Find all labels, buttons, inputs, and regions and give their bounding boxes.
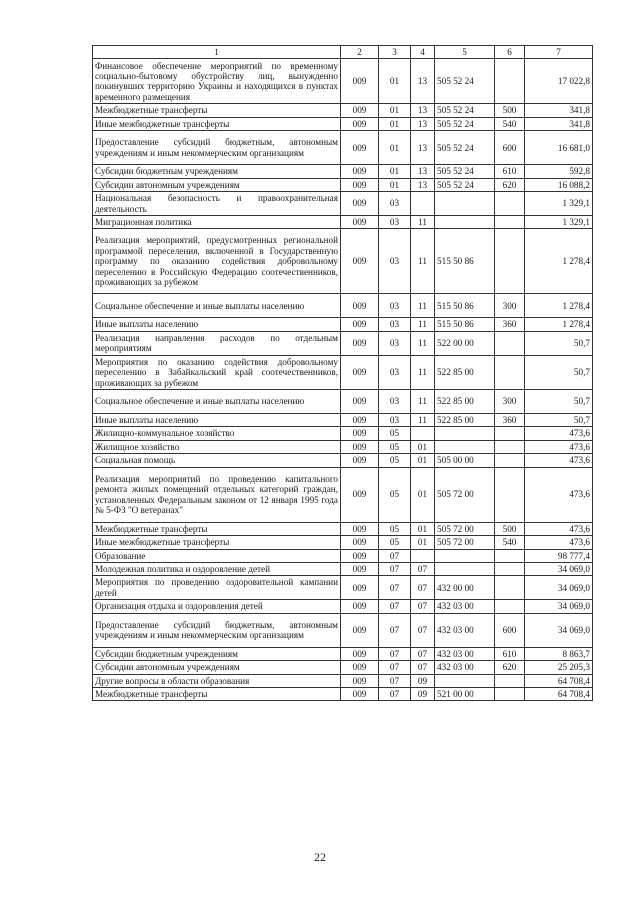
- column-header-2: 2: [341, 46, 379, 59]
- row-section-code-cell: 07: [379, 674, 411, 687]
- row-target-item-cell: [435, 440, 495, 453]
- row-target-item-cell: 505 52 24: [435, 131, 495, 165]
- row-amount-cell: 1 278,4: [525, 318, 593, 331]
- row-ministry-code-cell: 009: [341, 229, 379, 294]
- row-target-item-cell: [435, 216, 495, 229]
- row-subsection-code-cell: 11: [411, 294, 435, 318]
- row-expense-type-cell: 540: [495, 117, 525, 130]
- row-section-code-cell: 07: [379, 562, 411, 575]
- row-expense-type-cell: 610: [495, 647, 525, 660]
- row-name-cell: Миграционная политика: [93, 216, 341, 229]
- table-row: [93, 467, 593, 522]
- row-amount-cell: 34 069,0: [525, 613, 593, 647]
- table-row: [93, 576, 593, 600]
- row-expense-type-cell: 500: [495, 522, 525, 535]
- table-row: [93, 414, 593, 427]
- row-section-code-cell: 01: [379, 117, 411, 130]
- row-name-cell: Субсидии бюджетным учреждениям: [93, 165, 341, 178]
- row-ministry-code-cell: 009: [341, 647, 379, 660]
- table-row: [93, 661, 593, 674]
- column-header-3: 3: [379, 46, 411, 59]
- row-section-code-cell: 05: [379, 522, 411, 535]
- row-subsection-code-cell: 13: [411, 117, 435, 130]
- row-ministry-code-cell: 009: [341, 613, 379, 647]
- row-section-code-cell: 01: [379, 104, 411, 117]
- row-name-cell: Национальная безопасность и правоохранительная деятельность: [93, 192, 341, 216]
- row-section-code-cell: 03: [379, 318, 411, 331]
- row-target-item-cell: 432 03 00: [435, 647, 495, 660]
- row-name-cell: Межбюджетные трансферты: [93, 687, 341, 700]
- row-name-cell: Социальное обеспечение и иные выплаты населению: [93, 390, 341, 414]
- row-name-cell: Реализация мероприятий, предусмотренных региональной программой переселения, включенной в Государственную программу по оказанию содействия добровольному переселению в Российскую Федерацию соотечественников, проживающих за рубежом: [93, 229, 341, 294]
- row-amount-cell: 1 329,1: [525, 192, 593, 216]
- row-ministry-code-cell: 009: [341, 355, 379, 389]
- row-target-item-cell: 505 72 00: [435, 536, 495, 549]
- row-amount-cell: 50,7: [525, 390, 593, 414]
- table-header-row: [93, 46, 593, 59]
- row-expense-type-cell: [495, 427, 525, 440]
- row-name-cell: Субсидии автономным учреждениям: [93, 661, 341, 674]
- row-ministry-code-cell: 009: [341, 178, 379, 191]
- row-expense-type-cell: 620: [495, 661, 525, 674]
- row-ministry-code-cell: 009: [341, 522, 379, 535]
- table-row: [93, 549, 593, 562]
- row-section-code-cell: 05: [379, 454, 411, 467]
- table-row: [93, 454, 593, 467]
- row-name-cell: Жилищное хозяйство: [93, 440, 341, 453]
- row-subsection-code-cell: [411, 427, 435, 440]
- row-name-cell: Образование: [93, 549, 341, 562]
- row-ministry-code-cell: 009: [341, 331, 379, 355]
- row-expense-type-cell: 620: [495, 178, 525, 191]
- row-expense-type-cell: 300: [495, 294, 525, 318]
- table-row: [93, 192, 593, 216]
- row-ministry-code-cell: 009: [341, 165, 379, 178]
- row-amount-cell: 50,7: [525, 331, 593, 355]
- row-subsection-code-cell: 11: [411, 331, 435, 355]
- row-ministry-code-cell: 009: [341, 427, 379, 440]
- row-expense-type-cell: 600: [495, 131, 525, 165]
- table-row: [93, 687, 593, 700]
- row-subsection-code-cell: 13: [411, 59, 435, 104]
- row-target-item-cell: 505 72 00: [435, 467, 495, 522]
- row-expense-type-cell: 360: [495, 318, 525, 331]
- row-subsection-code-cell: 13: [411, 131, 435, 165]
- row-target-item-cell: 515 50 86: [435, 294, 495, 318]
- budget-document-page: [92, 45, 592, 701]
- row-section-code-cell: 07: [379, 687, 411, 700]
- row-target-item-cell: 505 00 00: [435, 454, 495, 467]
- row-target-item-cell: [435, 562, 495, 575]
- row-target-item-cell: [435, 192, 495, 216]
- row-subsection-code-cell: 11: [411, 216, 435, 229]
- row-target-item-cell: [435, 674, 495, 687]
- row-amount-cell: 341,8: [525, 117, 593, 130]
- row-target-item-cell: 505 52 24: [435, 165, 495, 178]
- row-name-cell: Финансовое обеспечение мероприятий по временному социально-бытовому обустройству лиц, вынужденно покинувших территорию Украины и находящихся в пунктах временного размещения: [93, 59, 341, 104]
- row-ministry-code-cell: 009: [341, 562, 379, 575]
- row-subsection-code-cell: 11: [411, 229, 435, 294]
- column-header-6: 6: [495, 46, 525, 59]
- row-subsection-code-cell: 01: [411, 522, 435, 535]
- row-subsection-code-cell: 07: [411, 661, 435, 674]
- row-amount-cell: 341,8: [525, 104, 593, 117]
- row-section-code-cell: 05: [379, 427, 411, 440]
- row-amount-cell: 16 681,0: [525, 131, 593, 165]
- row-target-item-cell: 522 85 00: [435, 355, 495, 389]
- column-header-1: 1: [93, 46, 341, 59]
- row-subsection-code-cell: 09: [411, 674, 435, 687]
- row-section-code-cell: 03: [379, 414, 411, 427]
- row-target-item-cell: 505 52 24: [435, 104, 495, 117]
- row-target-item-cell: 521 00 00: [435, 687, 495, 700]
- row-section-code-cell: 07: [379, 647, 411, 660]
- row-section-code-cell: 07: [379, 600, 411, 613]
- row-subsection-code-cell: 07: [411, 576, 435, 600]
- table-row: [93, 440, 593, 453]
- row-amount-cell: 34 069,0: [525, 600, 593, 613]
- row-target-item-cell: 432 03 00: [435, 600, 495, 613]
- row-section-code-cell: 03: [379, 331, 411, 355]
- row-ministry-code-cell: 009: [341, 294, 379, 318]
- row-target-item-cell: 505 72 00: [435, 522, 495, 535]
- row-name-cell: Субсидии автономным учреждениям: [93, 178, 341, 191]
- row-ministry-code-cell: 009: [341, 117, 379, 130]
- row-target-item-cell: 505 52 24: [435, 59, 495, 104]
- table-row: [93, 536, 593, 549]
- row-expense-type-cell: [495, 562, 525, 575]
- table-row: [93, 600, 593, 613]
- table-row: [93, 117, 593, 130]
- row-amount-cell: 34 069,0: [525, 576, 593, 600]
- row-ministry-code-cell: 009: [341, 440, 379, 453]
- row-subsection-code-cell: [411, 549, 435, 562]
- row-section-code-cell: 07: [379, 549, 411, 562]
- row-name-cell: Иные межбюджетные трансферты: [93, 536, 341, 549]
- table-row: [93, 318, 593, 331]
- row-target-item-cell: [435, 427, 495, 440]
- row-amount-cell: 64 708,4: [525, 674, 593, 687]
- row-section-code-cell: 07: [379, 613, 411, 647]
- table-row: [93, 331, 593, 355]
- row-section-code-cell: 03: [379, 294, 411, 318]
- row-target-item-cell: 432 00 00: [435, 576, 495, 600]
- row-section-code-cell: 07: [379, 661, 411, 674]
- row-section-code-cell: 03: [379, 216, 411, 229]
- row-section-code-cell: 05: [379, 467, 411, 522]
- row-ministry-code-cell: 009: [341, 216, 379, 229]
- row-amount-cell: 473,6: [525, 536, 593, 549]
- row-subsection-code-cell: 13: [411, 165, 435, 178]
- row-target-item-cell: 515 50 86: [435, 318, 495, 331]
- row-target-item-cell: 505 52 24: [435, 178, 495, 191]
- row-amount-cell: 8 863,7: [525, 647, 593, 660]
- row-name-cell: Другие вопросы в области образования: [93, 674, 341, 687]
- row-amount-cell: 473,6: [525, 467, 593, 522]
- row-amount-cell: 473,6: [525, 454, 593, 467]
- row-ministry-code-cell: 009: [341, 104, 379, 117]
- row-subsection-code-cell: 11: [411, 414, 435, 427]
- row-name-cell: Межбюджетные трансферты: [93, 104, 341, 117]
- row-ministry-code-cell: 009: [341, 661, 379, 674]
- row-subsection-code-cell: 07: [411, 600, 435, 613]
- row-expense-type-cell: [495, 440, 525, 453]
- table-row: [93, 59, 593, 104]
- row-ministry-code-cell: 009: [341, 318, 379, 331]
- row-subsection-code-cell: 07: [411, 613, 435, 647]
- row-subsection-code-cell: 11: [411, 390, 435, 414]
- row-target-item-cell: 522 00 00: [435, 331, 495, 355]
- row-ministry-code-cell: 009: [341, 674, 379, 687]
- row-name-cell: Межбюджетные трансферты: [93, 522, 341, 535]
- row-subsection-code-cell: 11: [411, 318, 435, 331]
- row-subsection-code-cell: 13: [411, 104, 435, 117]
- row-amount-cell: 25 205,3: [525, 661, 593, 674]
- row-amount-cell: 592,8: [525, 165, 593, 178]
- table-row: [93, 216, 593, 229]
- row-ministry-code-cell: 009: [341, 131, 379, 165]
- row-ministry-code-cell: 009: [341, 549, 379, 562]
- row-section-code-cell: 01: [379, 131, 411, 165]
- row-expense-type-cell: [495, 674, 525, 687]
- row-expense-type-cell: [495, 216, 525, 229]
- row-amount-cell: 473,6: [525, 427, 593, 440]
- row-subsection-code-cell: 11: [411, 355, 435, 389]
- row-amount-cell: 1 329,1: [525, 216, 593, 229]
- row-expense-type-cell: [495, 600, 525, 613]
- row-expense-type-cell: [495, 59, 525, 104]
- row-ministry-code-cell: 009: [341, 454, 379, 467]
- row-ministry-code-cell: 009: [341, 600, 379, 613]
- row-amount-cell: 50,7: [525, 355, 593, 389]
- row-section-code-cell: 01: [379, 59, 411, 104]
- page-number: 22: [314, 850, 326, 864]
- row-subsection-code-cell: [411, 192, 435, 216]
- row-amount-cell: 473,6: [525, 440, 593, 453]
- table-row: [93, 390, 593, 414]
- table-row: [93, 229, 593, 294]
- row-target-item-cell: [435, 549, 495, 562]
- row-target-item-cell: 515 50 86: [435, 229, 495, 294]
- row-amount-cell: 16 088,2: [525, 178, 593, 191]
- table-row: [93, 427, 593, 440]
- row-ministry-code-cell: 009: [341, 536, 379, 549]
- row-expense-type-cell: [495, 331, 525, 355]
- row-amount-cell: 17 022,8: [525, 59, 593, 104]
- row-subsection-code-cell: 01: [411, 454, 435, 467]
- row-name-cell: Молодежная политика и оздоровление детей: [93, 562, 341, 575]
- table-row: [93, 165, 593, 178]
- row-subsection-code-cell: 01: [411, 440, 435, 453]
- row-amount-cell: 473,6: [525, 522, 593, 535]
- table-row: [93, 104, 593, 117]
- row-section-code-cell: 03: [379, 355, 411, 389]
- row-ministry-code-cell: 009: [341, 576, 379, 600]
- row-name-cell: Иные выплаты населению: [93, 318, 341, 331]
- row-name-cell: Жилищно-коммунальное хозяйство: [93, 427, 341, 440]
- row-name-cell: Реализация мероприятий по проведению капитального ремонта жилых помещений отдельных категорий граждан, установленных Федеральным законом от 12 января 1995 года № 5-ФЗ "О ветеранах": [93, 467, 341, 522]
- row-section-code-cell: 03: [379, 192, 411, 216]
- row-subsection-code-cell: 13: [411, 178, 435, 191]
- row-subsection-code-cell: 07: [411, 562, 435, 575]
- row-name-cell: Мероприятия по оказанию содействия добровольному переселению в Забайкальский край соотечественников, проживающих за рубежом: [93, 355, 341, 389]
- row-subsection-code-cell: 01: [411, 467, 435, 522]
- row-subsection-code-cell: 09: [411, 687, 435, 700]
- row-ministry-code-cell: 009: [341, 390, 379, 414]
- table-row: [93, 647, 593, 660]
- row-ministry-code-cell: 009: [341, 414, 379, 427]
- row-amount-cell: 1 278,4: [525, 229, 593, 294]
- row-amount-cell: 34 069,0: [525, 562, 593, 575]
- table-row: [93, 613, 593, 647]
- row-section-code-cell: 05: [379, 536, 411, 549]
- row-amount-cell: 64 708,4: [525, 687, 593, 700]
- row-subsection-code-cell: 07: [411, 647, 435, 660]
- row-section-code-cell: 01: [379, 178, 411, 191]
- row-section-code-cell: 07: [379, 576, 411, 600]
- row-name-cell: Социальное обеспечение и иные выплаты населению: [93, 294, 341, 318]
- row-target-item-cell: 505 52 24: [435, 117, 495, 130]
- row-expense-type-cell: [495, 229, 525, 294]
- row-name-cell: Предоставление субсидий бюджетным, автономным учреждениям и иным некоммерческим организациям: [93, 131, 341, 165]
- row-ministry-code-cell: 009: [341, 687, 379, 700]
- column-header-7: 7: [525, 46, 593, 59]
- row-expense-type-cell: 360: [495, 414, 525, 427]
- row-expense-type-cell: [495, 576, 525, 600]
- row-section-code-cell: 05: [379, 440, 411, 453]
- table-row: [93, 522, 593, 535]
- table-row: [93, 131, 593, 165]
- row-expense-type-cell: [495, 467, 525, 522]
- row-ministry-code-cell: 009: [341, 192, 379, 216]
- row-expense-type-cell: 300: [495, 390, 525, 414]
- row-subsection-code-cell: 01: [411, 536, 435, 549]
- row-expense-type-cell: [495, 192, 525, 216]
- table-row: [93, 674, 593, 687]
- row-name-cell: Реализация направления расходов по отдельным мероприятиям: [93, 331, 341, 355]
- column-header-5: 5: [435, 46, 495, 59]
- row-expense-type-cell: 610: [495, 165, 525, 178]
- row-target-item-cell: 522 85 00: [435, 390, 495, 414]
- row-section-code-cell: 01: [379, 165, 411, 178]
- row-name-cell: Иные межбюджетные трансферты: [93, 117, 341, 130]
- row-amount-cell: 1 278,4: [525, 294, 593, 318]
- row-amount-cell: 50,7: [525, 414, 593, 427]
- row-expense-type-cell: [495, 549, 525, 562]
- row-section-code-cell: 03: [379, 390, 411, 414]
- row-target-item-cell: 432 03 00: [435, 661, 495, 674]
- table-row: [93, 355, 593, 389]
- row-amount-cell: 98 777,4: [525, 549, 593, 562]
- row-target-item-cell: 522 85 00: [435, 414, 495, 427]
- row-expense-type-cell: [495, 454, 525, 467]
- row-target-item-cell: 432 03 00: [435, 613, 495, 647]
- table-row: [93, 178, 593, 191]
- row-ministry-code-cell: 009: [341, 467, 379, 522]
- row-expense-type-cell: 600: [495, 613, 525, 647]
- row-name-cell: Субсидии бюджетным учреждениям: [93, 647, 341, 660]
- table-row: [93, 294, 593, 318]
- row-expense-type-cell: [495, 687, 525, 700]
- row-expense-type-cell: [495, 355, 525, 389]
- row-expense-type-cell: 500: [495, 104, 525, 117]
- table-row: [93, 562, 593, 575]
- column-header-4: 4: [411, 46, 435, 59]
- row-name-cell: Организация отдыха и оздоровления детей: [93, 600, 341, 613]
- row-section-code-cell: 03: [379, 229, 411, 294]
- row-ministry-code-cell: 009: [341, 59, 379, 104]
- row-name-cell: Иные выплаты населению: [93, 414, 341, 427]
- budget-expenditure-table: [92, 45, 593, 701]
- row-name-cell: Предоставление субсидий бюджетным, автономным учреждениям и иным некоммерческим организациям: [93, 613, 341, 647]
- row-name-cell: Социальная помощь: [93, 454, 341, 467]
- row-expense-type-cell: 540: [495, 536, 525, 549]
- row-name-cell: Мероприятия по проведению оздоровительной кампании детей: [93, 576, 341, 600]
- table-body: [93, 59, 593, 701]
